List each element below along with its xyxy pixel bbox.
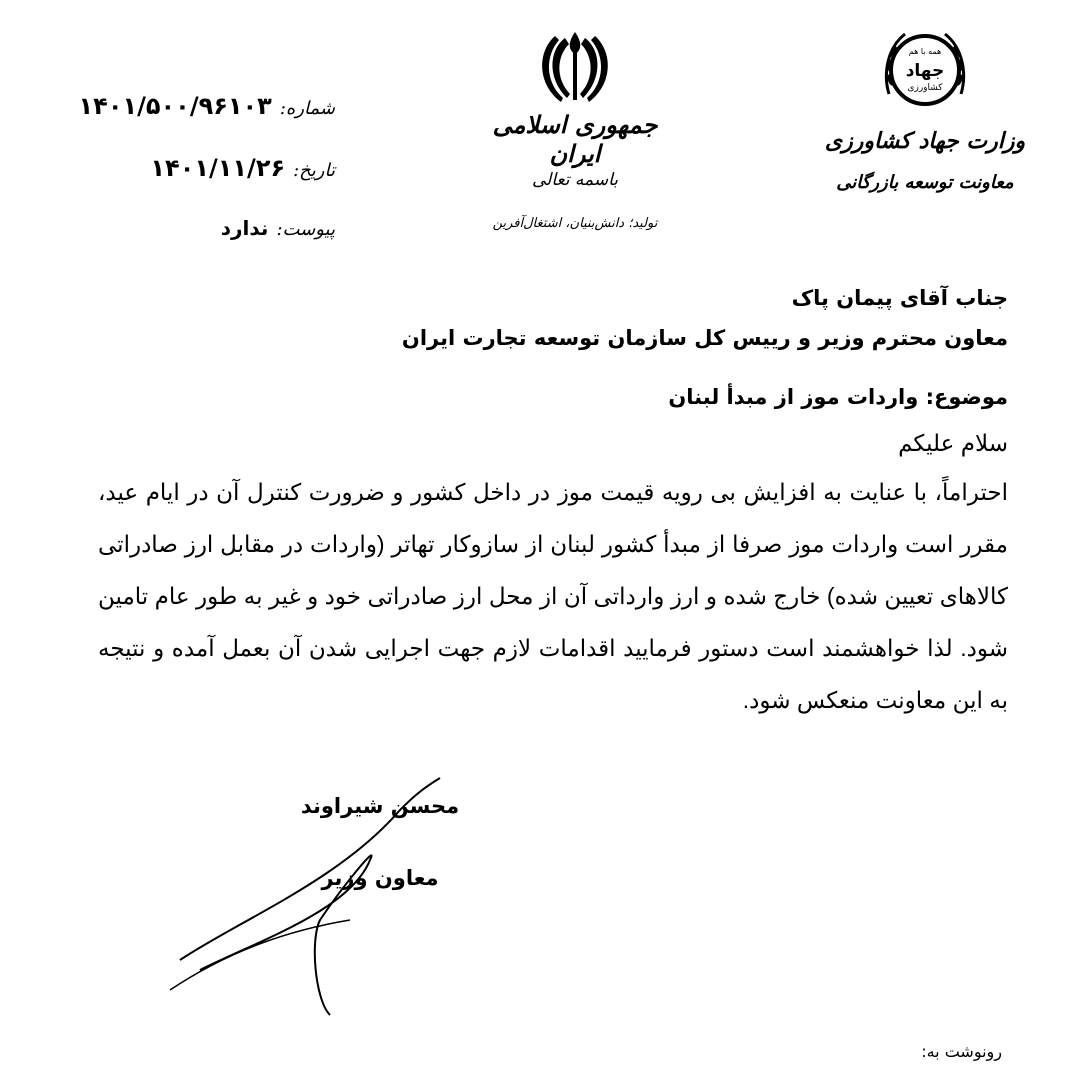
iran-emblem-icon	[535, 28, 615, 106]
signature-block	[280, 780, 480, 890]
attachment-value: ندارد	[220, 216, 269, 240]
ministry-heading	[820, 24, 1030, 193]
number-value: ۱۴۰۱/۵۰۰/۹۶۱۰۳	[78, 92, 272, 120]
cc-label: رونوشت به:	[921, 1042, 1002, 1061]
attachment-label: پیوست:	[276, 219, 335, 240]
date-row	[95, 154, 335, 216]
date-value: ۱۴۰۱/۱۱/۲۶	[150, 154, 286, 182]
logo-sub-text: کشاورزی	[907, 83, 943, 93]
number-label: شماره:	[279, 98, 335, 119]
ministry-name: وزارت جهاد کشاورزی	[824, 128, 1026, 154]
number-row	[78, 92, 335, 154]
signer-name: محسن شیراوند	[300, 794, 460, 818]
republic-title: جمهوری اسلامی ایران	[492, 110, 658, 168]
letter-meta	[78, 92, 335, 278]
state-heading	[470, 28, 680, 231]
addressee-name: جناب آقای پیمان پاک	[791, 286, 1008, 310]
jihad-agriculture-logo-icon	[879, 24, 971, 116]
signer-title: معاون وزیر	[321, 866, 439, 890]
date-label: تاریخ:	[293, 160, 335, 181]
letter-content	[88, 278, 1008, 726]
letter-body: احتراماً، با عنایت به افزایش بی رویه قیمت موز در داخل کشور و ضرورت کنترل آن در ایام عید، مقرر است واردات موز صرفا از مبدأ کشور لبنان از سازوکار تهاتر (واردات در مقابل ارز صادراتی کالاهای تعیین شده) خارج شده و ارز وارداتی آن از محل ارز صادراتی خود و غیر به طور عام تامین شود. لذا خواهشمند است دستور فرمایید اقدامات لازم جهت اجرایی شدن آن بعمل آمده و نتیجه به این معاونت منعکس شود.	[98, 479, 1008, 713]
attachment-row	[95, 216, 335, 278]
logo-main-text: جهاد	[905, 61, 945, 81]
addressee-title: معاون محترم وزیر و رییس کل سازمان توسعه تجارت ایران	[401, 326, 1008, 350]
ministry-department: معاونت توسعه بازرگانی	[836, 172, 1014, 193]
letter-subject: موضوع: واردات موز از مبدأ لبنان	[668, 385, 1008, 409]
year-slogan: تولید؛ دانش‌بنیان، اشتغال‌آفرین	[492, 216, 658, 231]
invocation-text: باسمه تعالی	[532, 170, 618, 190]
letter-greeting: سلام علیکم	[898, 430, 1008, 456]
logo-top-text: همه با هم	[908, 47, 942, 56]
